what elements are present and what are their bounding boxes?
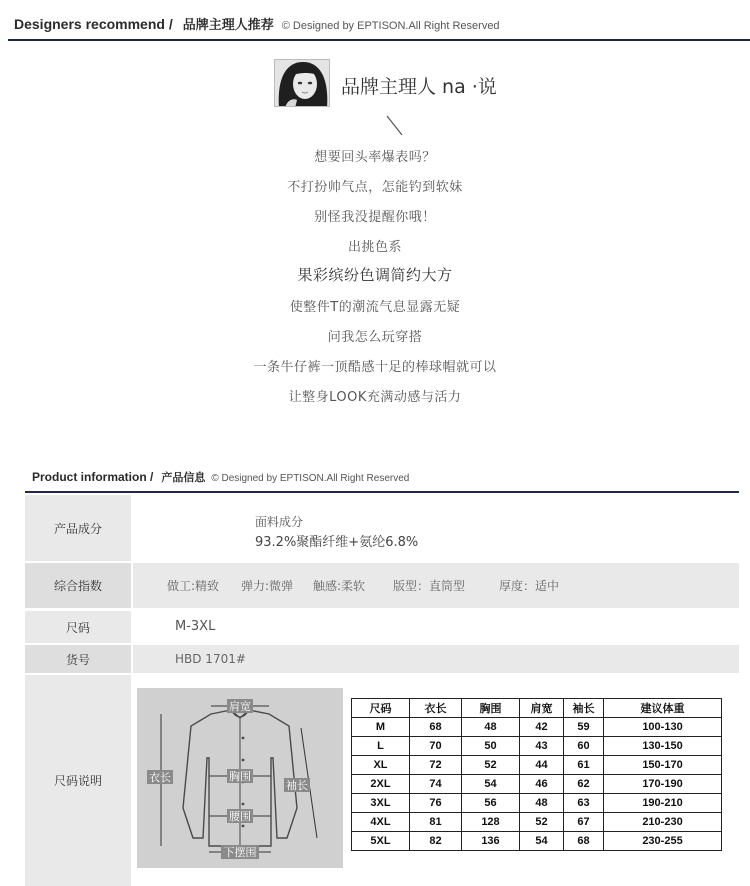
size-table-header-row [352, 699, 722, 718]
size-table-row [352, 794, 722, 813]
size-cell: 52 [462, 756, 520, 775]
info-row-sku [25, 645, 739, 673]
size-cell: 76 [410, 794, 462, 813]
size-cell: 74 [410, 775, 462, 794]
size-cell: 170-190 [604, 775, 722, 794]
size-cell: 82 [410, 832, 462, 851]
size-cell: 60 [564, 737, 604, 756]
size-table-row [352, 718, 722, 737]
header-cn: 品牌主理人推荐 [182, 18, 274, 33]
fabric-value: 93.2%聚酯纤维+氨纶6.8% [255, 535, 419, 550]
size-table-header: 尺码 [352, 699, 410, 718]
index-label: 综合指数 [25, 563, 131, 608]
size-table-row [352, 775, 722, 794]
size-cell: 230-255 [604, 832, 722, 851]
size-table-row [352, 832, 722, 851]
product-header-en: Product information / [32, 470, 154, 484]
size-chart-table [351, 698, 722, 851]
metric-thickness: 厚度：适中 [499, 579, 560, 593]
composition-value-cell [133, 495, 739, 561]
size-table-row [352, 756, 722, 775]
size-cell: 50 [462, 737, 520, 756]
metric-workmanship: 做工:精致 [167, 579, 220, 593]
size-cell: 70 [410, 737, 462, 756]
size-cell: 44 [520, 756, 564, 775]
product-header-copyright: © Designed by EPTISON.All Right Reserved [211, 473, 410, 484]
size-cell: L [352, 737, 410, 756]
size-table-row [352, 737, 722, 756]
shirt-measurement-diagram [137, 688, 343, 868]
size-cell: 56 [462, 794, 520, 813]
sku-value: HBD 1701# [175, 652, 246, 666]
size-table-header: 袖长 [564, 699, 604, 718]
quote-line-emphasis: 果彩缤纷色调简约大方 [297, 266, 453, 284]
size-cell: 190-210 [604, 794, 722, 813]
size-cell: 3XL [352, 794, 410, 813]
size-cell: 150-170 [604, 756, 722, 775]
size-cell: 68 [410, 718, 462, 737]
fabric-title: 面料成分 [255, 515, 304, 529]
size-cell: 52 [520, 813, 564, 832]
diagram-label-length: 衣长 [149, 771, 171, 784]
brand-said-title: 品牌主理人 na ·说 [341, 76, 497, 98]
size-cell: 4XL [352, 813, 410, 832]
size-cell: 5XL [352, 832, 410, 851]
section-header-designers [14, 14, 500, 34]
composition-label: 产品成分 [25, 495, 131, 561]
size-cell: 68 [564, 832, 604, 851]
header-en: Designers recommend / [14, 16, 173, 32]
size-cell: 54 [520, 832, 564, 851]
sku-label: 货号 [25, 645, 131, 673]
sku-value-cell [133, 645, 739, 673]
size-table-header: 胸围 [462, 699, 520, 718]
size-cell: 59 [564, 718, 604, 737]
quote-line: 使整件T的潮流气息显露无疑 [289, 300, 461, 315]
product-header-divider [25, 491, 739, 493]
size-cell: 100-130 [604, 718, 722, 737]
size-cell: 61 [564, 756, 604, 775]
size-cell: XL [352, 756, 410, 775]
section-header-product [32, 469, 409, 487]
quote-line: 让整身LOOK充满动感与活力 [288, 390, 462, 405]
size-cell: 136 [462, 832, 520, 851]
quote-line: 一条牛仔裤一顶酷感十足的棒球帽就可以 [253, 360, 497, 375]
size-cell: 2XL [352, 775, 410, 794]
diagram-label-shoulder: 肩宽 [229, 700, 251, 713]
size-cell: 62 [564, 775, 604, 794]
size-cell: 128 [462, 813, 520, 832]
size-cell: 48 [462, 718, 520, 737]
size-cell: 67 [564, 813, 604, 832]
index-value-cell [133, 563, 739, 608]
metric-fit: 版型：直筒型 [393, 579, 466, 593]
size-guide-label: 尺码说明 [25, 675, 131, 886]
size-table-header: 衣长 [410, 699, 462, 718]
info-row-composition [25, 495, 739, 561]
size-cell: 46 [520, 775, 564, 794]
quote-line: 想要回头率爆表吗？ [314, 150, 436, 165]
brand-avatar [274, 59, 330, 107]
size-cell: 54 [462, 775, 520, 794]
size-cell: 48 [520, 794, 564, 813]
diagram-label-hem: 下摆围 [223, 846, 257, 859]
size-cell: M [352, 718, 410, 737]
slash-decoration [380, 113, 410, 139]
diagram-label-chest: 胸围 [229, 770, 251, 783]
size-cell: 63 [564, 794, 604, 813]
quote-line: 出挑色系 [347, 240, 402, 255]
diagram-label-waist: 腰围 [229, 810, 251, 823]
size-label: 尺码 [25, 611, 131, 643]
size-cell: 42 [520, 718, 564, 737]
size-table-header: 肩宽 [520, 699, 564, 718]
size-table-row [352, 813, 722, 832]
info-row-size [25, 611, 739, 643]
quote-line: 问我怎么玩穿搭 [327, 330, 423, 345]
header-copyright: © Designed by EPTISON.All Right Reserved [281, 20, 500, 32]
size-table-header: 建议体重 [604, 699, 722, 718]
size-value: M-3XL [175, 619, 216, 634]
metric-elasticity: 弹力:微弹 [241, 579, 294, 593]
quote-line: 不打扮帅气点，怎能钓到软妹 [287, 180, 463, 195]
product-header-cn: 产品信息 [161, 471, 206, 484]
diagram-label-sleeve: 袖长 [286, 779, 308, 792]
size-cell: 81 [410, 813, 462, 832]
size-cell: 210-230 [604, 813, 722, 832]
info-row-index [25, 563, 739, 608]
size-value-cell [133, 611, 739, 643]
size-cell: 43 [520, 737, 564, 756]
metric-touch: 触感:柔软 [313, 579, 366, 593]
quote-line: 别怪我没提醒你哦！ [314, 210, 436, 225]
size-cell: 130-150 [604, 737, 722, 756]
size-cell: 72 [410, 756, 462, 775]
header-divider [8, 39, 750, 41]
